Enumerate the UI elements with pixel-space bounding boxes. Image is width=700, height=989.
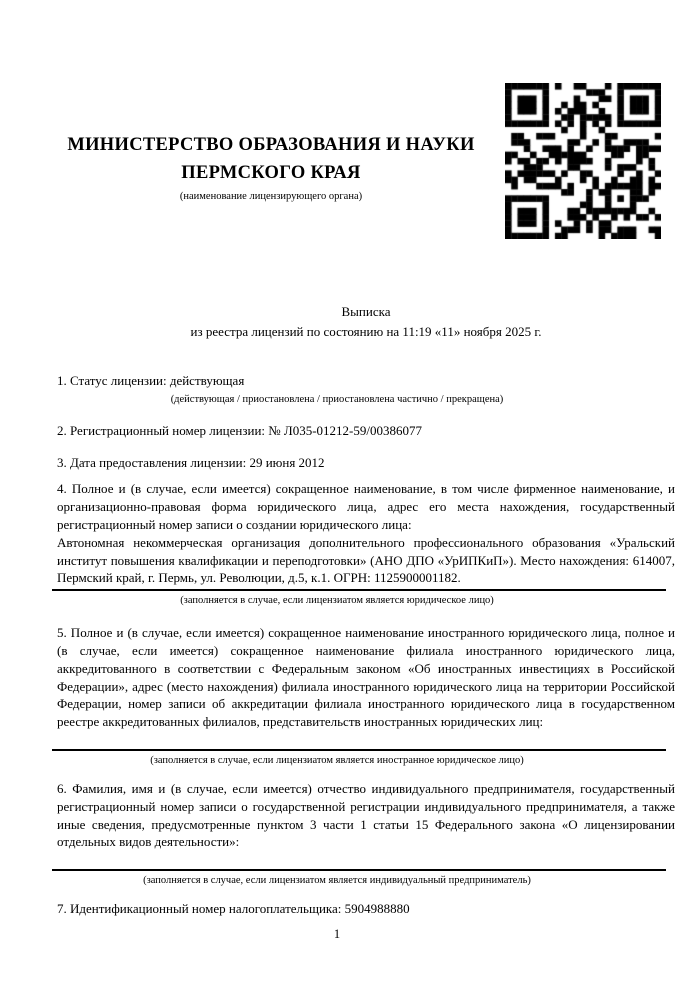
grant-date-text: 3. Дата предоставления лицензии: 29 июня 2012	[57, 454, 325, 470]
license-status-options-note: (действующая / приостановлена / приостановлена частично / прекращена)	[170, 393, 504, 405]
legal-entity-underline	[52, 589, 666, 591]
foreign-entity-note: (заполняется в случае, если лицензиатом является иностранное юридическое лицо)	[150, 754, 524, 766]
qr-code-icon	[505, 83, 661, 239]
entrepreneur-underline	[52, 869, 666, 871]
foreign-entity-underline	[52, 749, 666, 751]
document-title-line2: из реестра лицензий по состоянию на 11:19 «11» ноября 2025 г.	[190, 323, 542, 339]
field-license-status	[57, 372, 675, 406]
org-name-line2: ПЕРМСКОГО КРАЯ	[181, 163, 361, 183]
issuing-authority-header	[55, 131, 487, 203]
field-foreign-entity	[57, 624, 675, 767]
legal-entity-value: Автономная некоммерческая организация дополнительного профессионального образования «Уральский институт повышения квалификации и переподготовки» (АНО ДПО «УрИПКиП»). Место нахождения: 614007, Пермский край, г. Пермь, ул. Революции, д.5, к.1. ОГРН: 1125900001182.	[57, 534, 675, 586]
entrepreneur-value-empty	[57, 851, 675, 867]
field-registration-number	[57, 422, 675, 440]
taxpayer-number-text: 7. Идентификационный номер налогоплательщика: 5904988880	[57, 901, 410, 917]
legal-entity-label: 4. Полное и (в случае, если имеется) сокращенное наименование, в том числе фирменное наименование, и организационно-правовая форма юридического лица, адрес его места нахождения, государственный регистрационный номер записи о создании юридического лица:	[57, 481, 675, 532]
field-individual-entrepreneur	[57, 780, 675, 887]
foreign-entity-value-empty	[57, 731, 675, 747]
license-status-text: 1. Статус лицензии: действующая	[57, 373, 245, 388]
document-body	[57, 302, 675, 918]
org-name-caption: (наименование лицензирующего органа)	[179, 191, 363, 202]
document-title	[57, 302, 675, 341]
entrepreneur-note: (заполняется в случае, если лицензиатом является индивидуальный предприниматель)	[143, 875, 531, 887]
page-number: 1	[333, 927, 341, 941]
registration-number-text: 2. Регистрационный номер лицензии: № Л035-01212-59/00386077	[57, 422, 423, 438]
field-grant-date	[57, 454, 675, 472]
legal-entity-note: (заполняется в случае, если лицензиатом является юридическое лицо)	[180, 595, 494, 607]
field-legal-entity	[57, 480, 675, 607]
document-title-line1: Выписка	[341, 304, 391, 319]
field-taxpayer-number	[57, 900, 675, 918]
org-name-line1: МИНИСТЕРСТВО ОБРАЗОВАНИЯ И НАУКИ	[67, 135, 475, 155]
entrepreneur-label: 6. Фамилия, имя и (в случае, если имеется) отчество индивидуального предпринимателя, государственный регистрационный номер записи о государственной регистрации индивидуального предпринимателя, а также иные сведения, предусмотренные пунктом 3 части 1 статьи 15 Федерального закона «О лицензировании отдельных видов деятельности»:	[57, 780, 675, 850]
foreign-entity-label: 5. Полное и (в случае, если имеется) сокращенное наименование иностранного юридического лица, полное и (в случае, если имеется) сокращенное наименование филиала иностранного юридического лица, аккредитованного в соответствии с Федеральным законом «Об иностранных инвестициях в Российской Федерации», адрес (место нахождения) филиала иностранного юридического лица на территории Российской Федерации, номер записи об аккредитации филиала иностранного юридического лица в государственном реестре аккредитованных филиалов, представительств иностранных юридических лиц:	[57, 625, 675, 730]
